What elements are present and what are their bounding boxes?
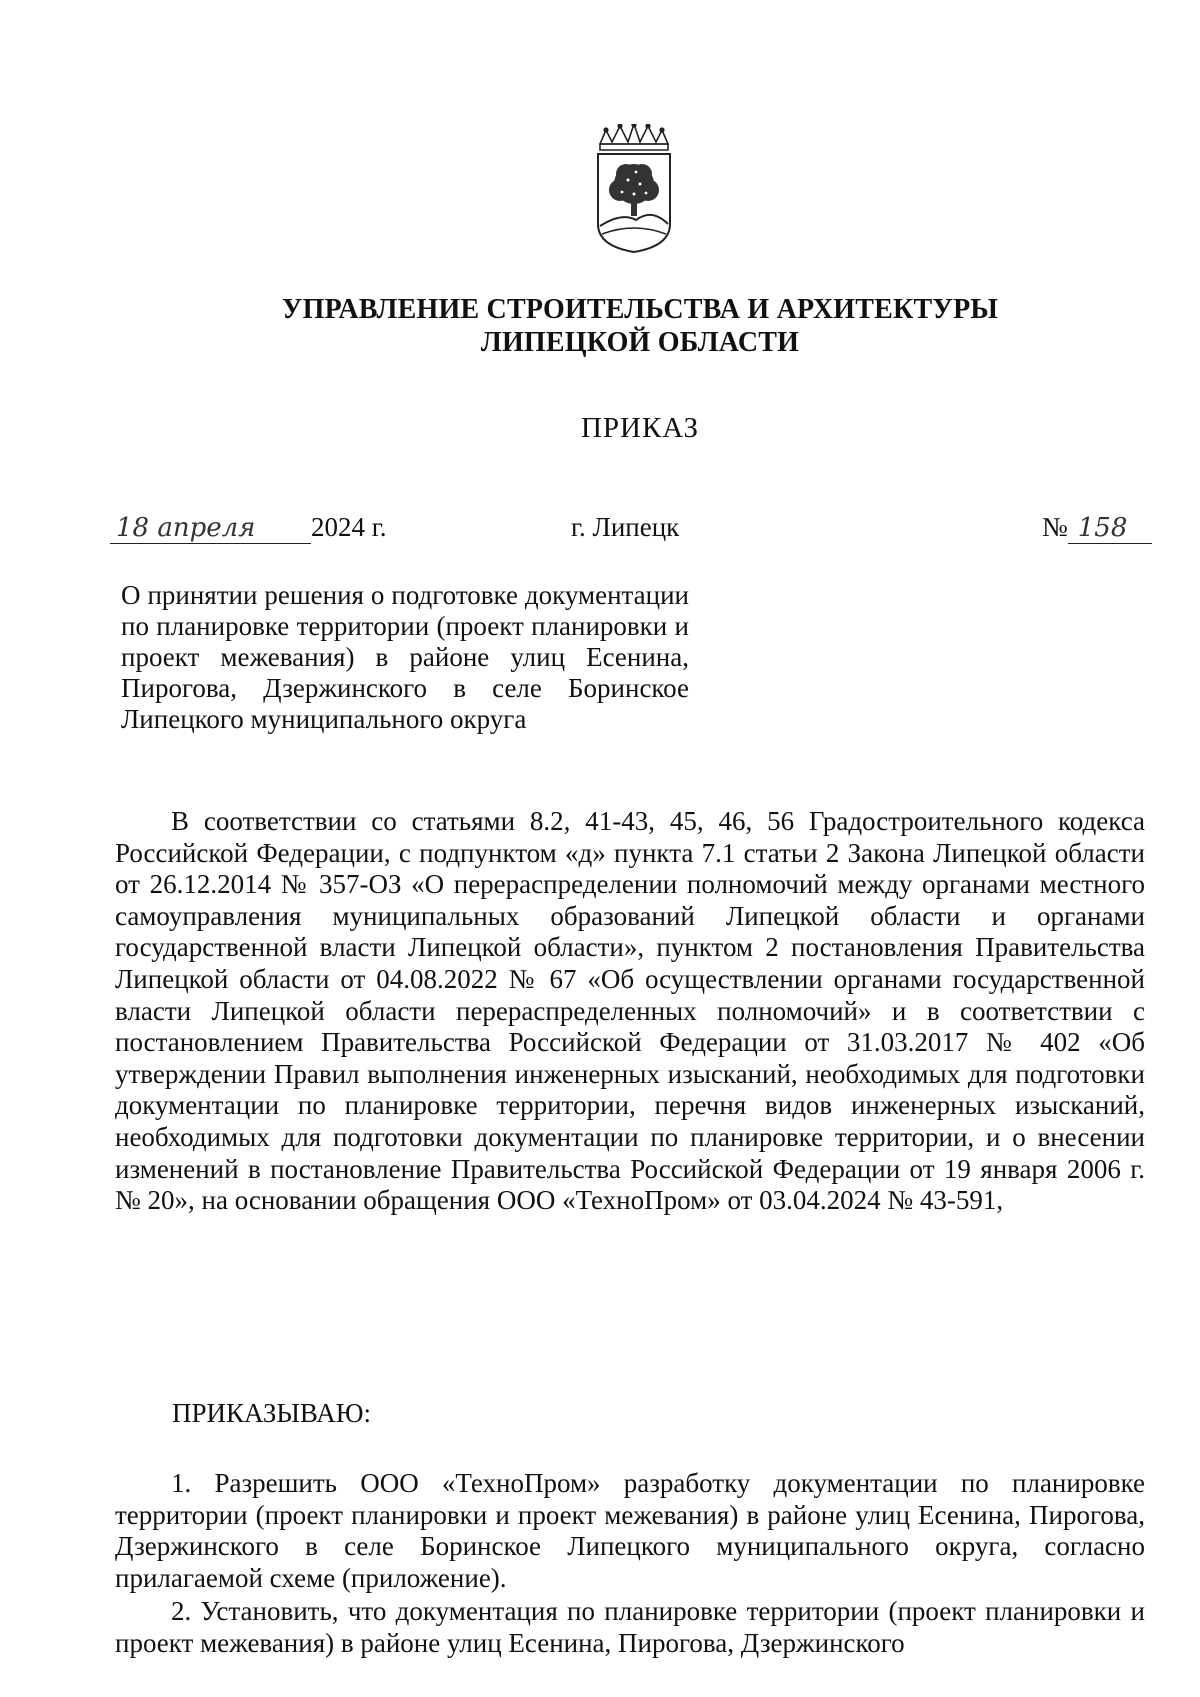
handwritten-number: 158 — [1068, 513, 1152, 544]
document-type-title: ПРИКАЗ — [580, 412, 700, 444]
date-year: 2024 г. — [311, 512, 387, 542]
preamble-paragraph: В соответствии со статьями 8.2, 41-43, 45, 46, 56 Градостроительного кодекса Российской Федерации, с подпунктом «д» пункта 7.1 статьи 2 Закона Липецкой области от 26.12.2014 № 357-ОЗ «О перераспределении полномочий между органами местного самоуправления муниципальных образований Липецкой области и органами государственной власти Липецкой области», пунктом 2 постановления Правительства Липецкой области от 04.08.2022 № 67 «Об осуществлении органами государственной власти Липецкой области перераспределенных полномочий» и в соответствии с постановлением Правительства Российской Федерации от 31.03.2017 № 402 «Об утверждении Правил выполнения инженерных изысканий, необходимых для подготовки документации по планировке территории, перечня видов инженерных изысканий, необходимых для подготовки документации по планировке территории, и о внесении изменений в постановление Правительства Российской Федерации от 19 января 2006 г. № 20», на основании обращения ООО «ТехноПром» от 03.04.2024 № 43-591, — [115, 806, 1145, 1216]
organization-name-line2: ЛИПЕЦКОЙ ОБЛАСТИ — [480, 327, 800, 358]
number-sign: № — [1042, 512, 1068, 542]
order-directive: ПРИКАЗЫВАЮ: — [172, 1398, 371, 1428]
document-date — [110, 512, 387, 544]
document-city: г. Липецк — [571, 512, 680, 542]
organization-name-line1: УПРАВЛЕНИЕ СТРОИТЕЛЬСТВА И АРХИТЕКТУРЫ — [281, 294, 999, 325]
order-item-2: 2. Установить, что документация по планировке территории (проект планировки и проект межевания) в районе улиц Есенина, Пирогова, Дзержинского — [115, 1596, 1145, 1658]
handwritten-date: 18 апреля — [110, 513, 311, 544]
coat-of-arms-icon — [592, 124, 676, 254]
order-item-1: 1. Разрешить ООО «ТехноПром» разработку документации по планировке территории (проект планировки и проект межевания) в районе улиц Есенина, Пирогова, Дзержинского в селе Боринское Липецкого муниципального округа, согласно прилагаемой схеме (приложение). — [115, 1468, 1145, 1593]
document-number — [1042, 512, 1152, 544]
document-subject: О принятии решения о подготовке документации по планировке территории (проект планировки и проект межевания) в районе улиц Есенина, Пирогова, Дзержинского в селе Боринское Липецкого муниципального округа — [121, 580, 689, 734]
